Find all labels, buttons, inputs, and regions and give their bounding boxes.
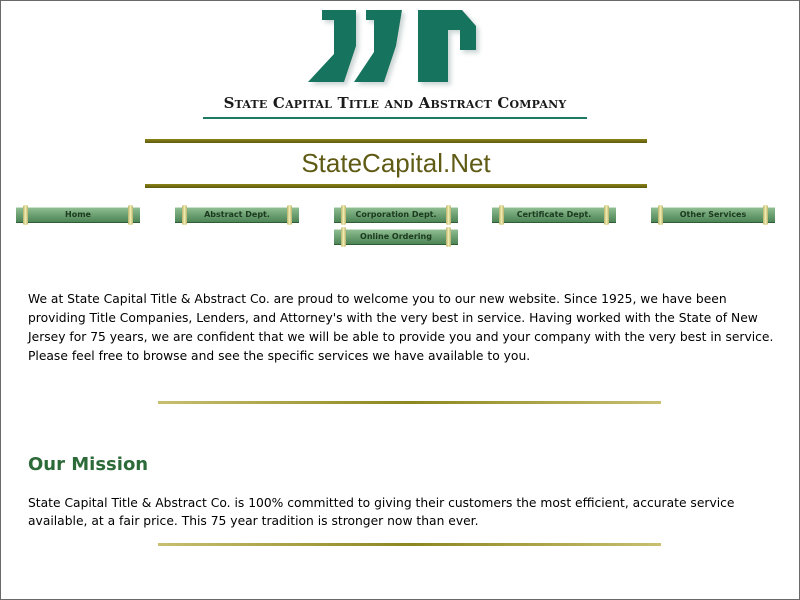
- button-cap-icon: [341, 205, 346, 225]
- nav-certificate-dept-label: Certificate Dept.: [516, 210, 592, 219]
- mission-heading: Our Mission: [28, 454, 149, 475]
- button-cap-icon: [499, 205, 504, 225]
- button-cap-icon: [763, 205, 768, 225]
- nav-other-services-button[interactable]: [651, 207, 775, 223]
- button-cap-icon: [658, 205, 663, 225]
- title-bar-top: [145, 139, 647, 143]
- nav-corporation-dept-button[interactable]: [334, 207, 458, 223]
- nav-certificate-dept-button[interactable]: [492, 207, 616, 223]
- nav-home-button[interactable]: [16, 207, 140, 223]
- button-cap-icon: [604, 205, 609, 225]
- nav-abstract-dept-label: Abstract Dept.: [204, 210, 270, 219]
- button-cap-icon: [287, 205, 292, 225]
- button-cap-icon: [446, 227, 451, 247]
- button-cap-icon: [128, 205, 133, 225]
- button-cap-icon: [23, 205, 28, 225]
- company-logo: [300, 6, 490, 96]
- nav-home-label: Home: [65, 210, 91, 219]
- section-divider-bottom: [158, 543, 661, 546]
- site-title: StateCapital.Net: [301, 148, 491, 178]
- title-bar-bottom: [145, 184, 647, 188]
- company-name: State Capital Title and Abstract Company: [223, 94, 567, 112]
- company-name-underline: [203, 117, 587, 119]
- nav-abstract-dept-button[interactable]: [175, 207, 299, 223]
- nav-corporation-dept-label: Corporation Dept.: [355, 210, 437, 219]
- nav-online-ordering-label: Online Ordering: [360, 232, 432, 241]
- button-cap-icon: [182, 205, 187, 225]
- welcome-paragraph: We at State Capital Title & Abstract Co. are proud to welcome you to our new website. Since 1925, we have been providing Title Companies, Lenders, and Attorney's with the very best in service. Having worked with the State of New Jersey for 75 years, we are confident that we will be able to provide you and your company with the very best in service. Please feel free to browse and see the specific services we have available to you.: [28, 292, 774, 363]
- nav-other-services-label: Other Services: [679, 210, 747, 219]
- section-divider: [158, 401, 661, 404]
- nav-online-ordering-button[interactable]: [334, 229, 458, 245]
- button-cap-icon: [446, 205, 451, 225]
- button-cap-icon: [341, 227, 346, 247]
- mission-paragraph: State Capital Title & Abstract Co. is 100% committed to giving their customers the most efficient, accurate service available, at a fair price. This 75 year tradition is stronger now than ever.: [28, 496, 735, 528]
- company-logo-mark-icon: [300, 6, 490, 92]
